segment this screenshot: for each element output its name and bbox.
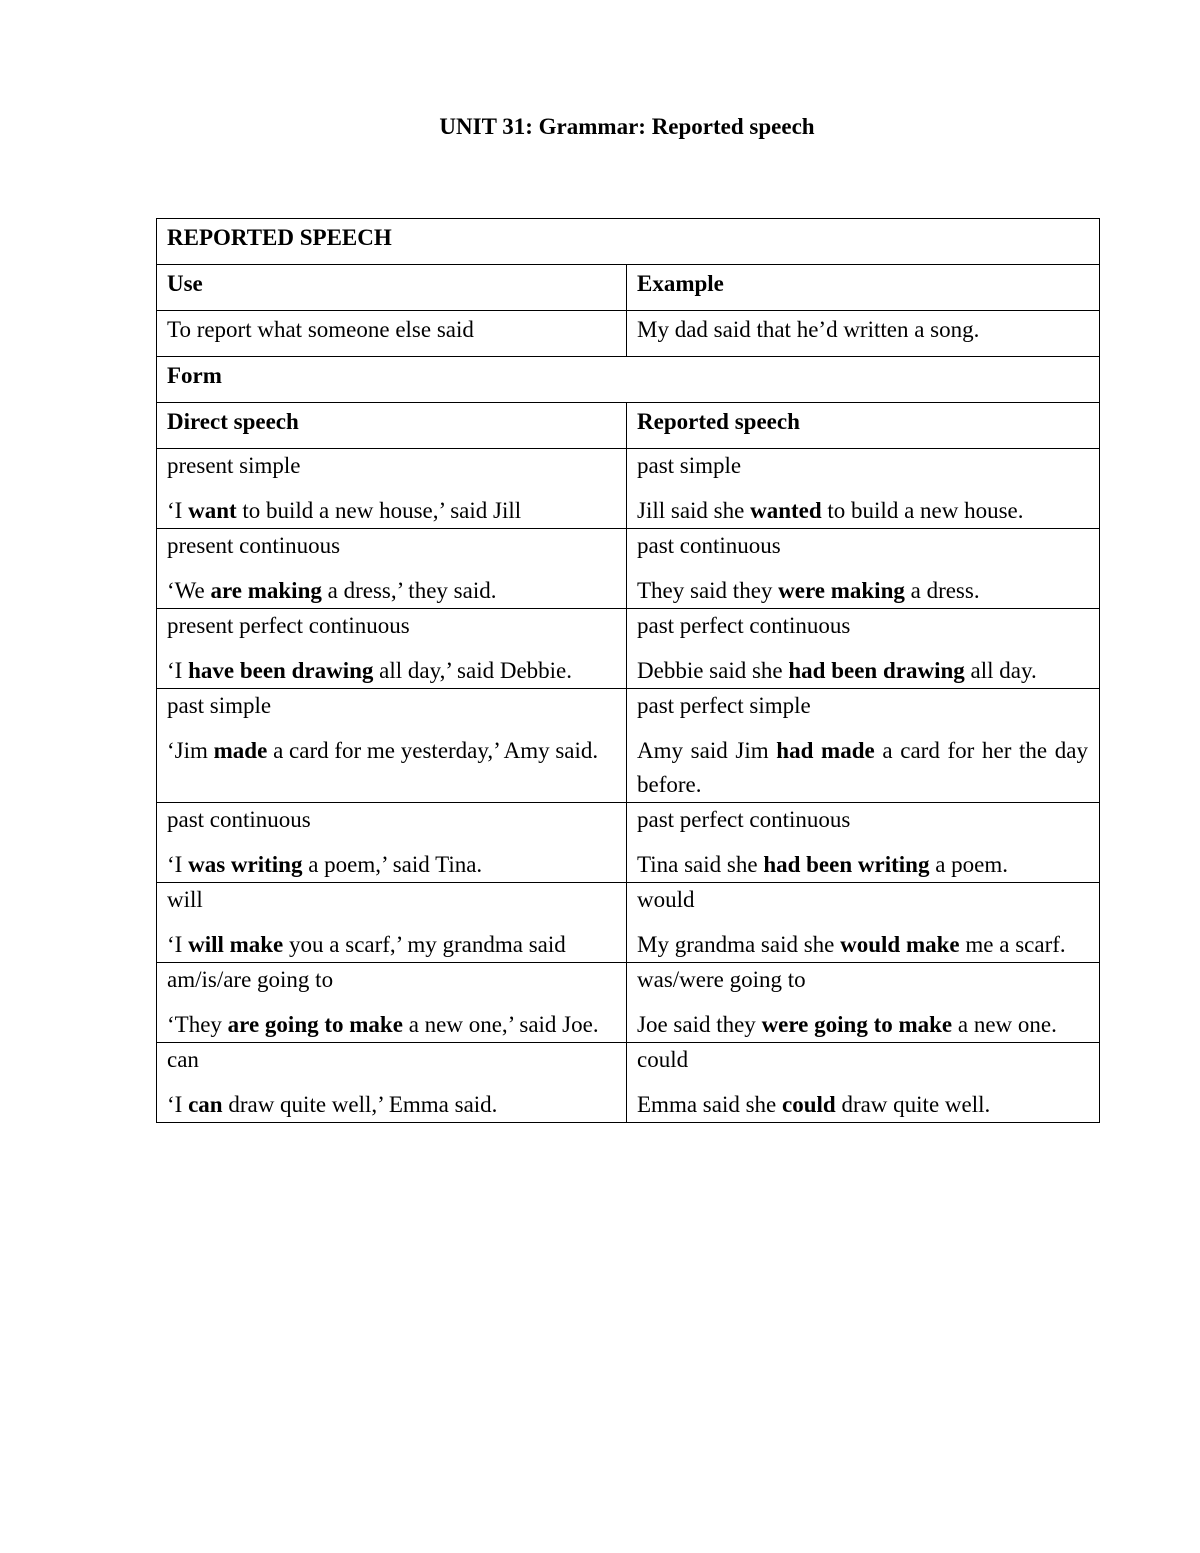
- direct-speech-header: Direct speech: [167, 409, 299, 434]
- reported-tense-label: would: [637, 887, 695, 912]
- example-text-segment: ‘They: [167, 1012, 228, 1037]
- reported-example: [637, 928, 1088, 962]
- example-bold-segment: was writing: [188, 852, 303, 877]
- direct-speech-cell: [157, 449, 627, 529]
- direct-speech-cell: [157, 529, 627, 609]
- example-text-segment: all day,’ said Debbie.: [373, 658, 572, 683]
- direct-speech-cell: [157, 609, 627, 689]
- example-header-cell: [627, 265, 1100, 311]
- example-text-segment: draw quite well,’ Emma said.: [222, 1092, 498, 1117]
- reported-speech-cell: [627, 689, 1100, 803]
- table-row: [157, 609, 1100, 689]
- example-text-segment: Emma said she: [637, 1092, 782, 1117]
- example-text-segment: Debbie said she: [637, 658, 789, 683]
- use-header-row: [157, 265, 1100, 311]
- table-row: [157, 963, 1100, 1043]
- example-text-segment: Joe said they: [637, 1012, 762, 1037]
- use-header: Use: [167, 271, 203, 296]
- example-bold-segment: could: [782, 1092, 836, 1117]
- example-text-segment: me a scarf.: [959, 932, 1066, 957]
- reported-tense-label: past continuous: [637, 533, 781, 558]
- reported-speech-cell: [627, 609, 1100, 689]
- example-bold-segment: are going to make: [227, 1012, 403, 1037]
- example-text-segment: ‘We: [167, 578, 211, 603]
- example-bold-segment: had made: [776, 738, 875, 763]
- direct-example: [167, 494, 615, 528]
- example-text-segment: a dress,’ they said.: [321, 578, 497, 603]
- form-header-cell: [157, 357, 1100, 403]
- direct-header-cell: [157, 403, 627, 449]
- table-heading-row: [157, 219, 1100, 265]
- example-text-segment: to build a new house,’ said Jill: [236, 498, 522, 523]
- reported-tense-label: past perfect simple: [637, 693, 811, 718]
- direct-speech-cell: [157, 1043, 627, 1123]
- direct-example: [167, 928, 615, 962]
- example-bold-segment: wanted: [750, 498, 822, 523]
- direct-tense-label: present continuous: [167, 533, 341, 558]
- example-text-segment: Jill said she: [637, 498, 751, 523]
- direct-speech-cell: [157, 963, 627, 1043]
- reported-speech-cell: [627, 883, 1100, 963]
- direct-speech-cell: [157, 883, 627, 963]
- example-bold-segment: are making: [210, 578, 322, 603]
- table-row: [157, 1043, 1100, 1123]
- reported-tense-label: was/were going to: [637, 967, 806, 992]
- example-bold-segment: can: [188, 1092, 223, 1117]
- example-text-segment: Tina said she: [637, 852, 764, 877]
- example-bold-segment: had been drawing: [788, 658, 965, 683]
- table-row: [157, 883, 1100, 963]
- reported-example: [637, 494, 1088, 528]
- columns-header-row: [157, 403, 1100, 449]
- reported-tense-label: could: [637, 1047, 689, 1072]
- direct-example: [167, 1008, 615, 1042]
- example-text-segment: all day.: [964, 658, 1037, 683]
- reported-example: [637, 574, 1088, 608]
- reported-speech-header: Reported speech: [637, 409, 800, 434]
- example-cell: [627, 311, 1100, 357]
- reported-speech-cell: [627, 1043, 1100, 1123]
- form-header-row: [157, 357, 1100, 403]
- table-row: [157, 449, 1100, 529]
- example-text-segment: a new one,’ said Joe.: [402, 1012, 599, 1037]
- example-text-segment: ‘I: [167, 658, 189, 683]
- example-text-segment: a dress.: [904, 578, 980, 603]
- example-text-segment: to build a new house.: [821, 498, 1024, 523]
- example-bold-segment: would make: [840, 932, 960, 957]
- direct-example: [167, 734, 615, 768]
- example-text-segment: They said they: [637, 578, 779, 603]
- table-heading: REPORTED SPEECH: [167, 225, 392, 250]
- direct-example: [167, 654, 615, 688]
- direct-speech-cell: [157, 689, 627, 803]
- direct-tense-label: will: [167, 887, 203, 912]
- example-bold-segment: have been drawing: [188, 658, 374, 683]
- direct-tense-label: past simple: [167, 693, 272, 718]
- form-header: Form: [167, 363, 222, 388]
- example-bold-segment: want: [188, 498, 237, 523]
- reported-example: [637, 654, 1088, 688]
- direct-tense-label: present simple: [167, 453, 301, 478]
- example-text-segment: Amy said Jim: [637, 738, 777, 763]
- direct-example: [167, 1088, 615, 1122]
- example-text-segment: a card for her the day before.: [637, 738, 1089, 797]
- example-text-segment: a card for me yesterday,’ Amy said.: [267, 738, 599, 763]
- example-text-segment: My grandma said she: [637, 932, 841, 957]
- use-row: [157, 311, 1100, 357]
- example-bold-segment: were going to make: [761, 1012, 953, 1037]
- reported-speech-cell: [627, 803, 1100, 883]
- example-bold-segment: had been writing: [763, 852, 930, 877]
- example-text-segment: you a scarf,’ my grandma said: [283, 932, 566, 957]
- example-text-segment: draw quite well.: [835, 1092, 991, 1117]
- table-row: [157, 803, 1100, 883]
- use-header-cell: [157, 265, 627, 311]
- reported-speech-cell: [627, 449, 1100, 529]
- example-text-segment: a new one.: [952, 1012, 1057, 1037]
- example-bold-segment: were making: [778, 578, 905, 603]
- use-text: To report what someone else said: [167, 317, 474, 342]
- reported-speech-cell: [627, 963, 1100, 1043]
- direct-tense-label: present perfect continuous: [167, 613, 410, 638]
- use-cell: [157, 311, 627, 357]
- example-text-segment: ‘I: [167, 852, 189, 877]
- table-row: [157, 689, 1100, 803]
- table-heading-cell: [157, 219, 1100, 265]
- example-text-segment: a poem.: [929, 852, 1009, 877]
- direct-speech-cell: [157, 803, 627, 883]
- example-bold-segment: made: [213, 738, 268, 763]
- reported-example: [637, 848, 1088, 882]
- example-text-segment: ‘I: [167, 1092, 189, 1117]
- reported-example: [637, 1088, 1088, 1122]
- page-title: UNIT 31: Grammar: Reported speech: [439, 114, 815, 139]
- example-text: My dad said that he’d written a song.: [637, 317, 980, 342]
- example-text-segment: a poem,’ said Tina.: [302, 852, 483, 877]
- direct-tense-label: past continuous: [167, 807, 311, 832]
- direct-tense-label: can: [167, 1047, 199, 1072]
- reported-speech-table: [156, 218, 1100, 1123]
- reported-tense-label: past perfect continuous: [637, 807, 851, 832]
- reported-example: [637, 1008, 1088, 1042]
- reported-speech-cell: [627, 529, 1100, 609]
- example-bold-segment: will make: [188, 932, 284, 957]
- table-row: [157, 529, 1100, 609]
- direct-example: [167, 574, 615, 608]
- reported-example: [637, 734, 1088, 802]
- example-text-segment: ‘Jim: [167, 738, 214, 763]
- direct-tense-label: am/is/are going to: [167, 967, 334, 992]
- reported-tense-label: past perfect continuous: [637, 613, 851, 638]
- example-text-segment: ‘I: [167, 932, 189, 957]
- reported-tense-label: past simple: [637, 453, 742, 478]
- direct-example: [167, 848, 615, 882]
- reported-header-cell: [627, 403, 1100, 449]
- example-header: Example: [637, 271, 724, 296]
- example-text-segment: ‘I: [167, 498, 189, 523]
